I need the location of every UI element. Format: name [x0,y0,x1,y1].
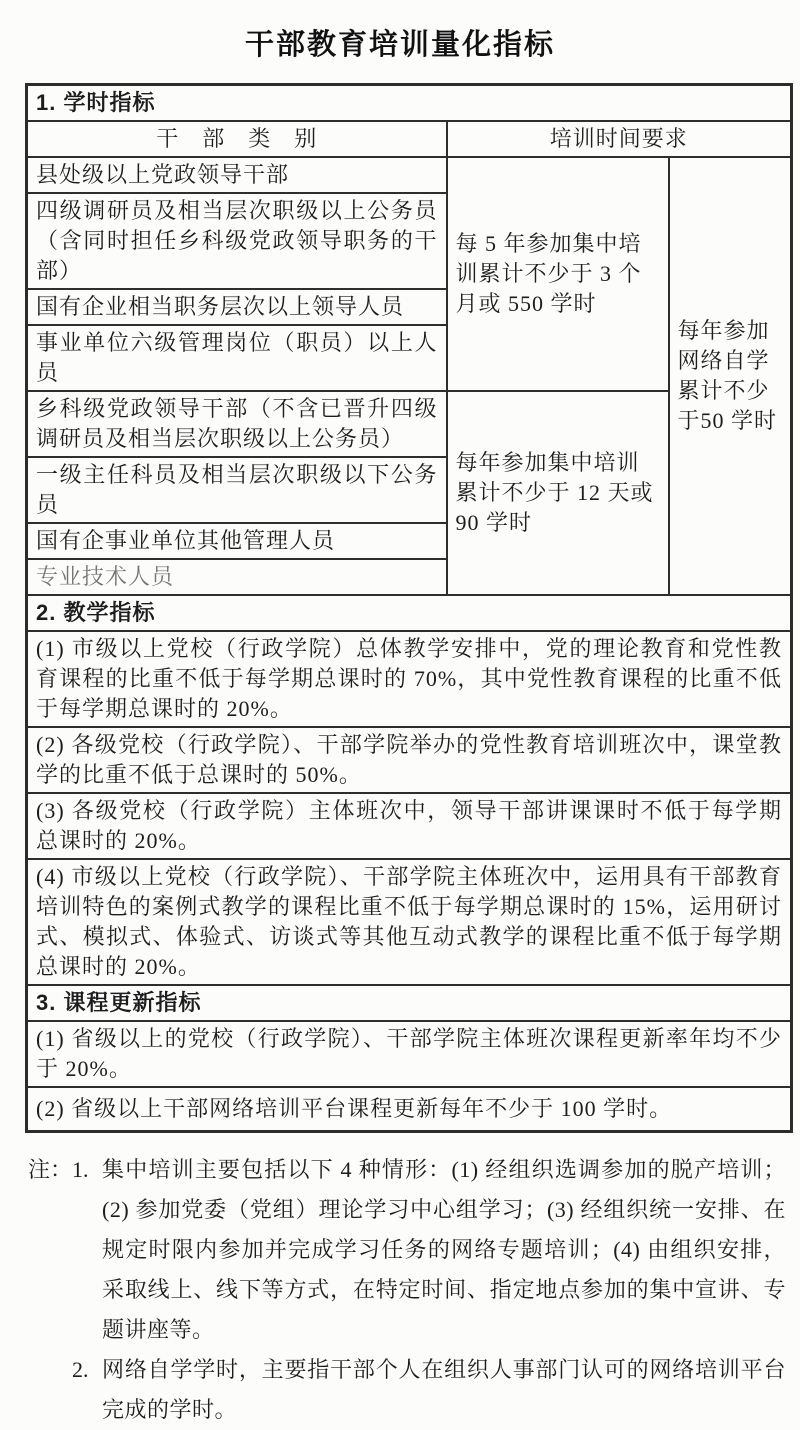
table-row [27,1087,792,1131]
category-cell: 国有企业相当职务层次以上领导人员 [27,289,447,325]
table-row [27,157,792,193]
column-header-row [27,121,792,157]
indicator-table [25,83,793,1133]
section-heading: 3. 课程更新指标 [27,985,792,1021]
category-column-header: 干 部 类 别 [27,121,447,157]
section3-heading-row [27,985,792,1021]
table-row [27,1021,792,1087]
requirement-group2-cell: 每年参加集中培训累计不少于 12 天或 90 学时 [447,391,669,595]
indicator-item: (4) 市级以上党校（行政学院）、干部学院主体班次中，运用具有干部教育培训特色的案例式教学的课程比重不低于每学期总课时的 15%，运用研讨式、模拟式、体验式、访谈式等其他互动式教学的课程比重不低于每学期总课时的 20%。 [27,859,792,985]
note-text: 网络自学学时，主要指干部个人在组织人事部门认可的网络培训平台完成的学时。 [102,1356,786,1422]
category-cell: 乡科级党政领导干部（不含已晋升四级调研员及相当层次职级以上公务员） [27,391,447,457]
note-label: 注： [28,1156,73,1182]
note-items [72,1150,790,1430]
indicator-item: (1) 省级以上的党校（行政学院）、干部学院主体班次课程更新率年均不少于 20%。 [27,1021,792,1087]
category-cell: 事业单位六级管理岗位（职员）以上人员 [27,325,447,391]
section-heading: 2. 教学指标 [27,595,792,631]
table-row [27,631,792,727]
table-row [27,727,792,793]
note-number: 2. [72,1356,89,1382]
indicator-item: (3) 各级党校（行政学院）主体班次中，领导干部讲课课时不低于每学期总课时的 20%。 [27,793,792,859]
note-text: 集中培训主要包括以下 4 种情形：(1) 经组织选调参加的脱产培训；(2) 参加党委（党组）理论学习中心组学习；(3) 经组织统一安排、在规定时限内参加并完成学习任务的网络专题培训；(4) 由组织安排，采取线上、线下等方式，在特定时间、指定地点参加的集中宣讲、专题讲座等。 [102,1156,786,1342]
table-row [27,793,792,859]
requirement-group1-cell: 每 5 年参加集中培训累计不少于 3 个月或 550 学时 [447,157,669,391]
category-cell: 一级主任科员及相当层次职级以下公务员 [27,457,447,523]
section-heading: 1. 学时指标 [27,85,792,122]
footnotes [28,1150,790,1430]
note-item [72,1150,790,1350]
page-title: 干部教育培训量化指标 [244,29,555,61]
category-cell: 县处级以上党政领导干部 [27,157,447,193]
section1-heading-row [27,85,792,122]
section2-heading-row [27,595,792,631]
category-cell: 专业技术人员 [27,559,447,595]
note-number: 1. [72,1156,89,1182]
online-requirement-cell: 每年参加网络自学累计不少于50 学时 [669,157,792,595]
indicator-item: (2) 各级党校（行政学院）、干部学院举办的党性教育培训班次中，课堂教学的比重不低于总课时的 50%。 [27,727,792,793]
requirement-column-header: 培训时间要求 [447,121,792,157]
indicator-item: (2) 省级以上干部网络培训平台课程更新每年不少于 100 学时。 [27,1087,792,1131]
category-cell: 国有企事业单位其他管理人员 [27,523,447,559]
category-cell: 四级调研员及相当层次职级以上公务员（含同时担任乡科级党政领导职务的干部） [27,193,447,289]
note-item [72,1350,790,1430]
table-row [27,859,792,985]
indicator-item: (1) 市级以上党校（行政学院）总体教学安排中，党的理论教育和党性教育课程的比重不低于每学期总课时的 70%，其中党性教育课程的比重不低于每学期总课时的 20%。 [27,631,792,727]
